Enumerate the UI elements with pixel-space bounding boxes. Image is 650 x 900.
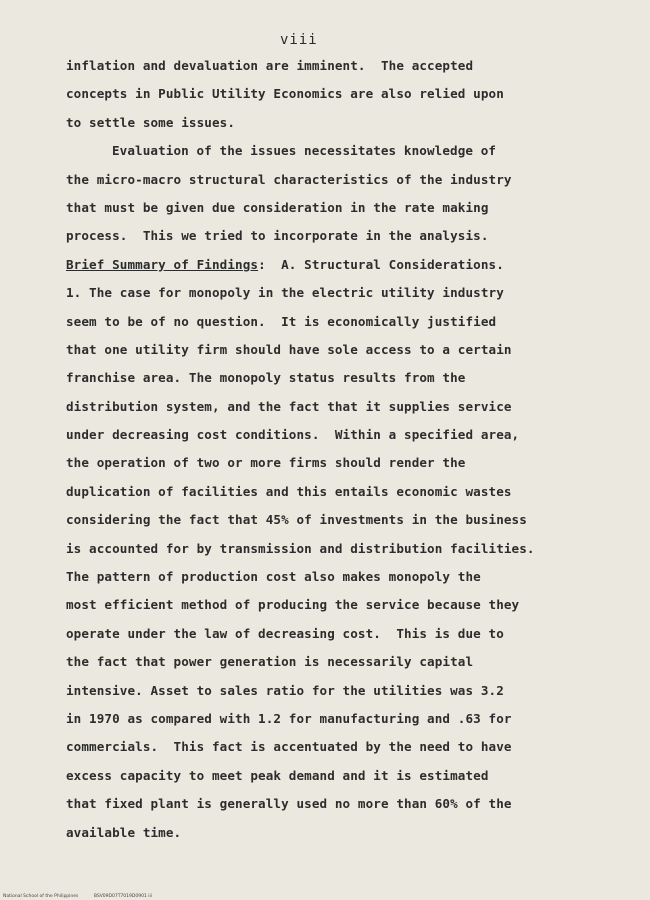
scan-footer <box>0 894 650 899</box>
text-line: available time. <box>66 824 182 840</box>
body-text <box>66 58 626 853</box>
text-line: inflation and devaluation are imminent. The accepted <box>66 58 474 73</box>
text-line: to settle some issues. <box>66 114 236 130</box>
text-line: that fixed plant is generally used no more than 60% of the <box>66 796 512 812</box>
text-line: is accounted for by transmission and distribution facilities. <box>66 540 535 556</box>
footer-institution: National School of the Philippines <box>3 894 79 899</box>
text-line: The pattern of production cost also makes monopoly the <box>66 569 481 585</box>
findings-subheading: : A. Structural Considerations. <box>258 256 504 272</box>
text-line: under decreasing cost conditions. Within a specified area, <box>66 427 520 443</box>
text-line: duplication of facilities and this entails economic wastes <box>66 483 512 499</box>
text-line: that must be given due consideration in the rate making <box>66 199 489 215</box>
text-line: the operation of two or more firms should render the <box>66 455 466 471</box>
text-line: operate under the law of decreasing cost. This is due to <box>66 625 504 641</box>
text-line: process. This we tried to incorporate in the analysis. <box>66 228 489 244</box>
text-line: most efficient method of producing the service because they <box>66 597 520 613</box>
text-line: excess capacity to meet peak demand and it is estimated <box>66 767 489 783</box>
footer-id: BSV09D07T7019D0901 iii <box>93 894 152 899</box>
text-line: seem to be of no question. It is economically justified <box>66 313 497 329</box>
text-line: the fact that power generation is necessarily capital <box>66 654 474 670</box>
text-line: that one utility firm should have sole access to a certain <box>66 341 512 357</box>
text-line: commercials. This fact is accentuated by the need to have <box>66 739 512 755</box>
page-number: viii <box>280 32 318 48</box>
text-line: Evaluation of the issues necessitates knowledge of <box>112 143 497 159</box>
text-line: concepts in Public Utility Economics are also relied upon <box>66 86 504 102</box>
findings-heading: Brief Summary of Findings <box>66 256 259 272</box>
text-line: considering the fact that 45% of investments in the business <box>66 512 527 528</box>
text-line: 1. The case for monopoly in the electric utility industry <box>66 285 504 301</box>
text-line: intensive. Asset to sales ratio for the utilities was 3.2 <box>66 682 504 698</box>
text-line: in 1970 as compared with 1.2 for manufacturing and .63 for <box>66 710 512 726</box>
findings-heading-line <box>66 257 626 285</box>
text-line: the micro-macro structural characteristics of the industry <box>66 171 512 187</box>
text-line: distribution system, and the fact that it supplies service <box>66 398 512 414</box>
text-line: franchise area. The monopoly status results from the <box>66 370 466 386</box>
